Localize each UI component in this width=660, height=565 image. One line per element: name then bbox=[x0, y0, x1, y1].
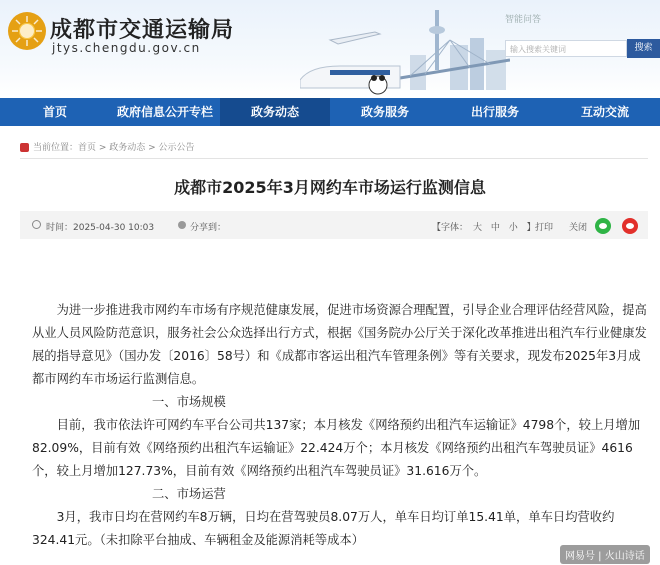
section-heading-market-size: 一、市场规模 bbox=[152, 395, 226, 409]
location-icon bbox=[20, 143, 29, 152]
watermark: 网易号 | 火山诗话 bbox=[560, 545, 650, 564]
site-title: 成都市交通运输局 bbox=[50, 17, 235, 43]
nav-item-gov-service[interactable]: 政务服务 bbox=[360, 105, 409, 119]
font-size-label: 【字体： bbox=[432, 223, 469, 233]
article-title: 成都市2025年3月网约车市场运行监测信息 bbox=[174, 178, 486, 197]
nav-item-home[interactable]: 首页 bbox=[42, 105, 67, 119]
search-input[interactable]: 输入搜索关键词 bbox=[505, 40, 627, 57]
main-nav bbox=[0, 98, 660, 126]
intro-paragraph: 为进一步推进我市网约车市场有序规范健康发展，促进市场资源合理配置，引导企业合理评估经营风险，提高从业人员风险防范意识，服务社会公众选择出行方式，根据《国务院办公厅关于深化改革推进出租汽车行业健康发展的指导意见》（国办发〔2016〕58号）和《成都市客运出租汽车管理条例》等有关要求，现发布2025年3月成都市网约车市场运行监测信息。 bbox=[32, 303, 647, 386]
font-size-options[interactable]: 大 中 小 】 bbox=[473, 223, 536, 233]
breadcrumb bbox=[20, 140, 195, 153]
share-label: 分享到： bbox=[190, 223, 227, 233]
divider bbox=[20, 158, 648, 159]
market-operation-paragraph: 3月，我市日均在营网约车8万辆，日均在营驾驶员8.07万人，单车日均订单15.41单，单车日均营收约324.41元。（未扣除平台抽成、车辆租金及能源消耗等成本） bbox=[32, 510, 615, 547]
nav-item-gov-info[interactable]: 政府信息公开专栏 bbox=[116, 105, 213, 119]
close-button[interactable]: 关闭 bbox=[569, 223, 588, 233]
top-links[interactable]: 智能问答 bbox=[505, 15, 542, 25]
nav-item-interaction[interactable]: 互动交流 bbox=[580, 105, 629, 119]
breadcrumb-text[interactable]: 当前位置：首页 > 政务动态 > 公示公告 bbox=[33, 143, 195, 153]
nav-item-travel-service[interactable]: 出行服务 bbox=[470, 105, 519, 119]
site-header bbox=[0, 0, 660, 98]
city-skyline-banner bbox=[300, 0, 510, 98]
article-body bbox=[32, 299, 652, 552]
weibo-share-icon[interactable] bbox=[622, 218, 638, 234]
search-button[interactable]: 搜索 bbox=[627, 39, 660, 58]
section-heading-market-operation: 二、市场运营 bbox=[152, 487, 226, 501]
site-domain: jtys.chengdu.gov.cn bbox=[52, 41, 201, 55]
share-icon bbox=[178, 221, 186, 229]
print-button[interactable]: 打印 bbox=[535, 223, 554, 233]
publish-time: 时间：2025-04-30 10:03 bbox=[46, 223, 155, 233]
article-meta-bar bbox=[20, 211, 648, 239]
wechat-share-icon[interactable] bbox=[595, 218, 611, 234]
clock-icon bbox=[32, 220, 41, 229]
nav-item-gov-news[interactable]: 政务动态 bbox=[220, 98, 330, 126]
market-size-paragraph: 目前，我市依法许可网约车平台公司共137家；本月核发《网络预约出租汽车运输证》4798个，较上月增加82.09%，目前有效《网络预约出租汽车运输证》22.424万个；本月核发《网络预约出租汽车驾驶员证》4616个，较上月增加127.73%，目前有效《网络预约出租汽车驾驶员证》31.616万个。 bbox=[32, 418, 641, 478]
site-logo[interactable] bbox=[8, 12, 46, 50]
